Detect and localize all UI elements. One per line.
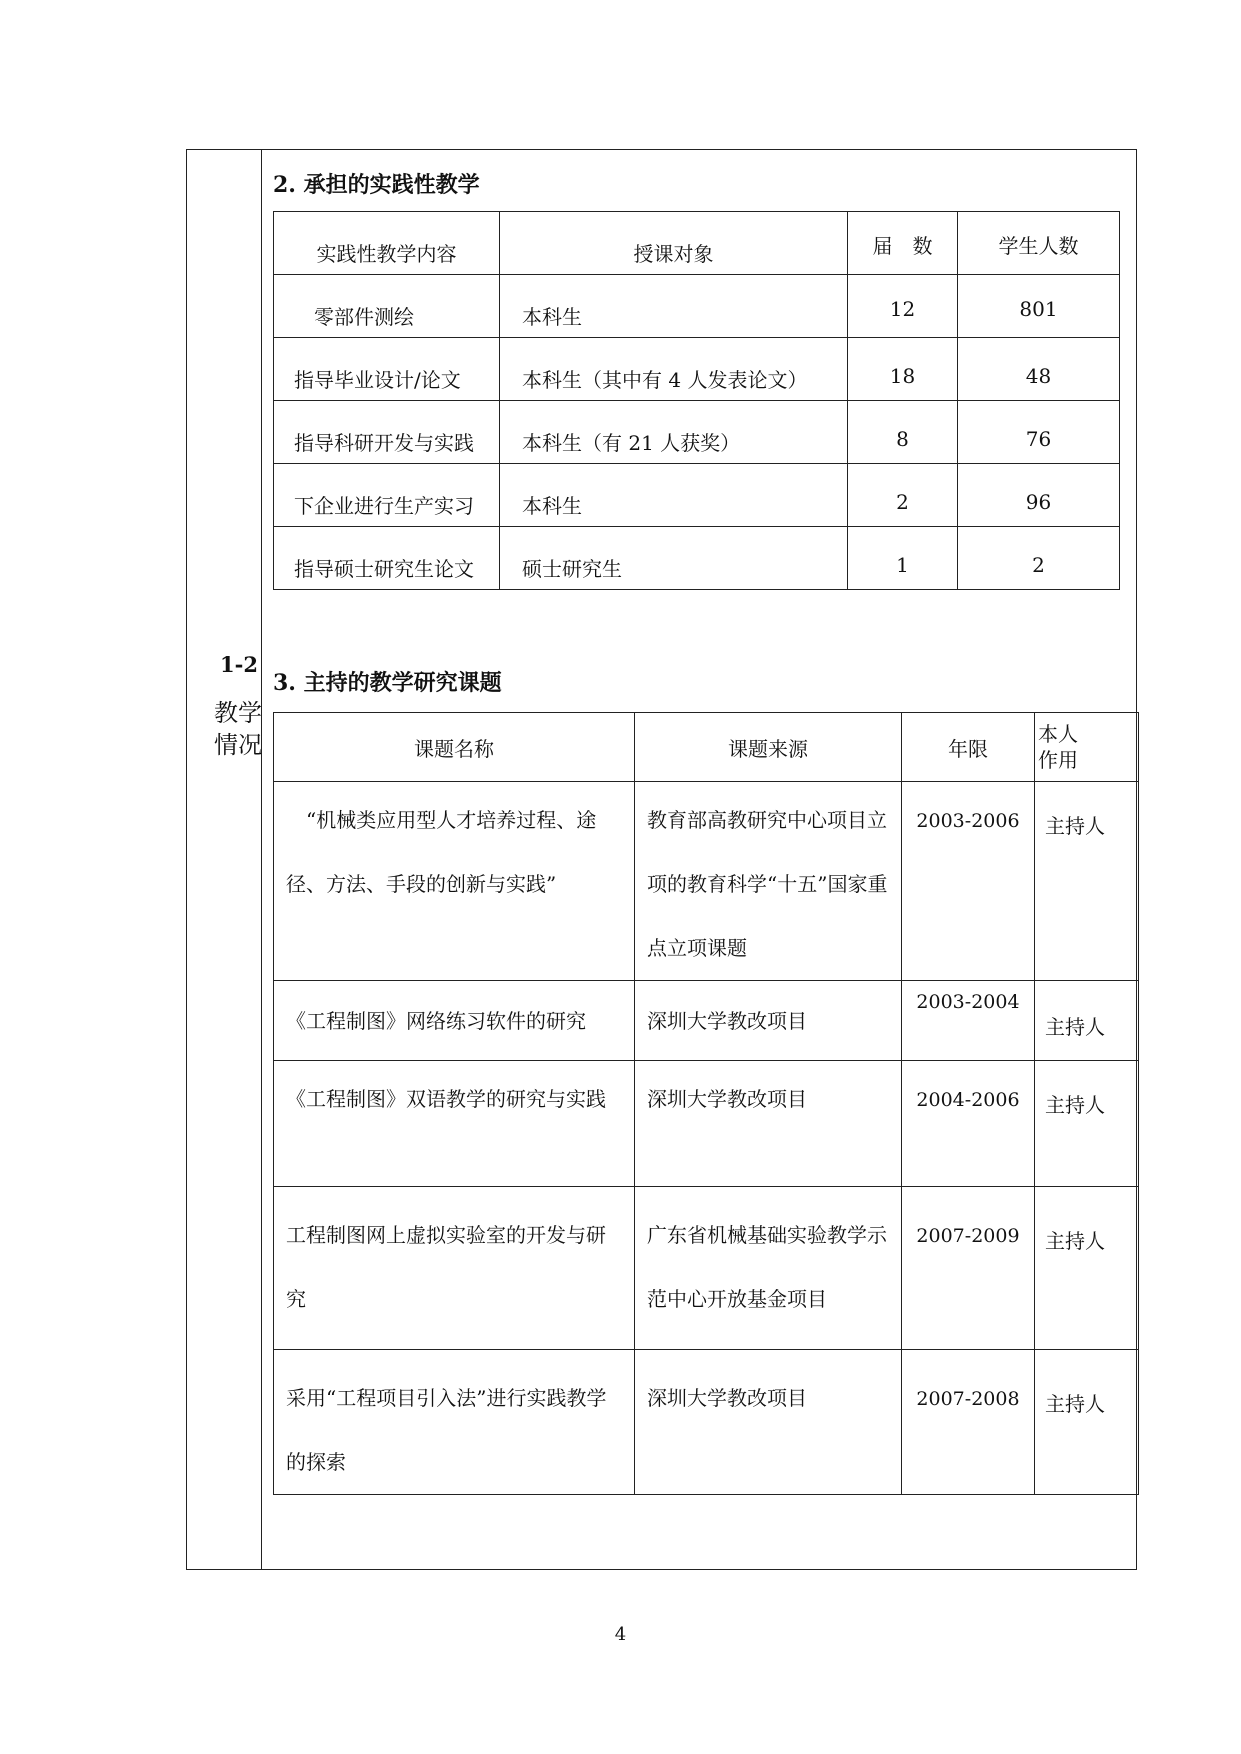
cell-project-source: 广东省机械基础实验教学示范中心开放基金项目	[635, 1187, 902, 1350]
table-row	[274, 1061, 1139, 1187]
header-role-line1: 本人	[1038, 722, 1078, 746]
cell-sessions: 2	[848, 464, 958, 527]
header-students: 学生人数	[958, 212, 1120, 275]
header-sessions: 届 数	[848, 212, 958, 275]
cell-role: 主持人	[1035, 1187, 1139, 1350]
cell-content: 指导硕士研究生论文	[274, 527, 500, 590]
research-projects-title: 3. 主持的教学研究课题	[273, 670, 502, 696]
header-content: 实践性教学内容	[274, 212, 500, 275]
table-row	[274, 782, 1139, 981]
cell-students: 2	[958, 527, 1120, 590]
cell-project-source: 深圳大学教改项目	[635, 1061, 902, 1187]
cell-sessions: 8	[848, 401, 958, 464]
header-project-source: 课题来源	[635, 713, 902, 782]
cell-project-name: 工程制图网上虚拟实验室的开发与研究	[274, 1187, 635, 1350]
cell-audience: 硕士研究生	[500, 527, 848, 590]
table-row	[274, 1187, 1139, 1350]
cell-content: 指导科研开发与实践	[274, 401, 500, 464]
cell-period: 2003-2006	[902, 782, 1035, 981]
cell-students: 76	[958, 401, 1120, 464]
header-role-line2: 作用	[1038, 748, 1078, 772]
cell-role: 主持人	[1035, 1350, 1139, 1495]
section-label-line1: 教学	[214, 699, 262, 727]
cell-project-source: 教育部高教研究中心项目立项的教育科学“十五”国家重点立项课题	[635, 782, 902, 981]
section-label-line2: 情况	[214, 731, 262, 759]
cell-audience: 本科生（有 21 人获奖）	[500, 401, 848, 464]
cell-project-name: 《工程制图》双语教学的研究与实践	[274, 1061, 635, 1187]
cell-project-name: 《工程制图》网络练习软件的研究	[274, 981, 635, 1061]
section-label	[214, 697, 262, 761]
practice-teaching-table	[273, 211, 1120, 590]
cell-students: 801	[958, 275, 1120, 338]
header-role	[1035, 713, 1139, 782]
cell-students: 48	[958, 338, 1120, 401]
research-projects-table	[273, 712, 1139, 1495]
table-row	[274, 401, 1120, 464]
header-period: 年限	[902, 713, 1035, 782]
cell-sessions: 12	[848, 275, 958, 338]
table-header-row	[274, 713, 1139, 782]
cell-project-source: 深圳大学教改项目	[635, 1350, 902, 1495]
table-row	[274, 464, 1120, 527]
cell-audience: 本科生	[500, 275, 848, 338]
cell-period: 2007-2009	[902, 1187, 1035, 1350]
cell-role: 主持人	[1035, 981, 1139, 1061]
cell-project-name: 采用“工程项目引入法”进行实践教学的探索	[274, 1350, 635, 1495]
section-number: 1-2	[220, 652, 258, 677]
cell-content: 零部件测绘	[274, 275, 500, 338]
cell-period: 2003-2004	[902, 981, 1035, 1061]
left-column	[186, 149, 262, 1570]
cell-content: 下企业进行生产实习	[274, 464, 500, 527]
header-project-name: 课题名称	[274, 713, 635, 782]
table-row	[274, 275, 1120, 338]
cell-period: 2007-2008	[902, 1350, 1035, 1495]
table-row	[274, 338, 1120, 401]
practice-teaching-title: 2. 承担的实践性教学	[273, 172, 480, 198]
table-row	[274, 981, 1139, 1061]
cell-role: 主持人	[1035, 782, 1139, 981]
cell-audience: 本科生（其中有 4 人发表论文）	[500, 338, 848, 401]
table-row	[274, 1350, 1139, 1495]
cell-content: 指导毕业设计/论文	[274, 338, 500, 401]
cell-role: 主持人	[1035, 1061, 1139, 1187]
cell-project-source: 深圳大学教改项目	[635, 981, 902, 1061]
page-number: 4	[614, 1624, 627, 1645]
table-header-row	[274, 212, 1120, 275]
cell-sessions: 18	[848, 338, 958, 401]
table-row	[274, 527, 1120, 590]
cell-project-name: “机械类应用型人才培养过程、途径、方法、手段的创新与实践”	[274, 782, 635, 981]
cell-audience: 本科生	[500, 464, 848, 527]
cell-period: 2004-2006	[902, 1061, 1035, 1187]
cell-students: 96	[958, 464, 1120, 527]
header-audience: 授课对象	[500, 212, 848, 275]
cell-sessions: 1	[848, 527, 958, 590]
